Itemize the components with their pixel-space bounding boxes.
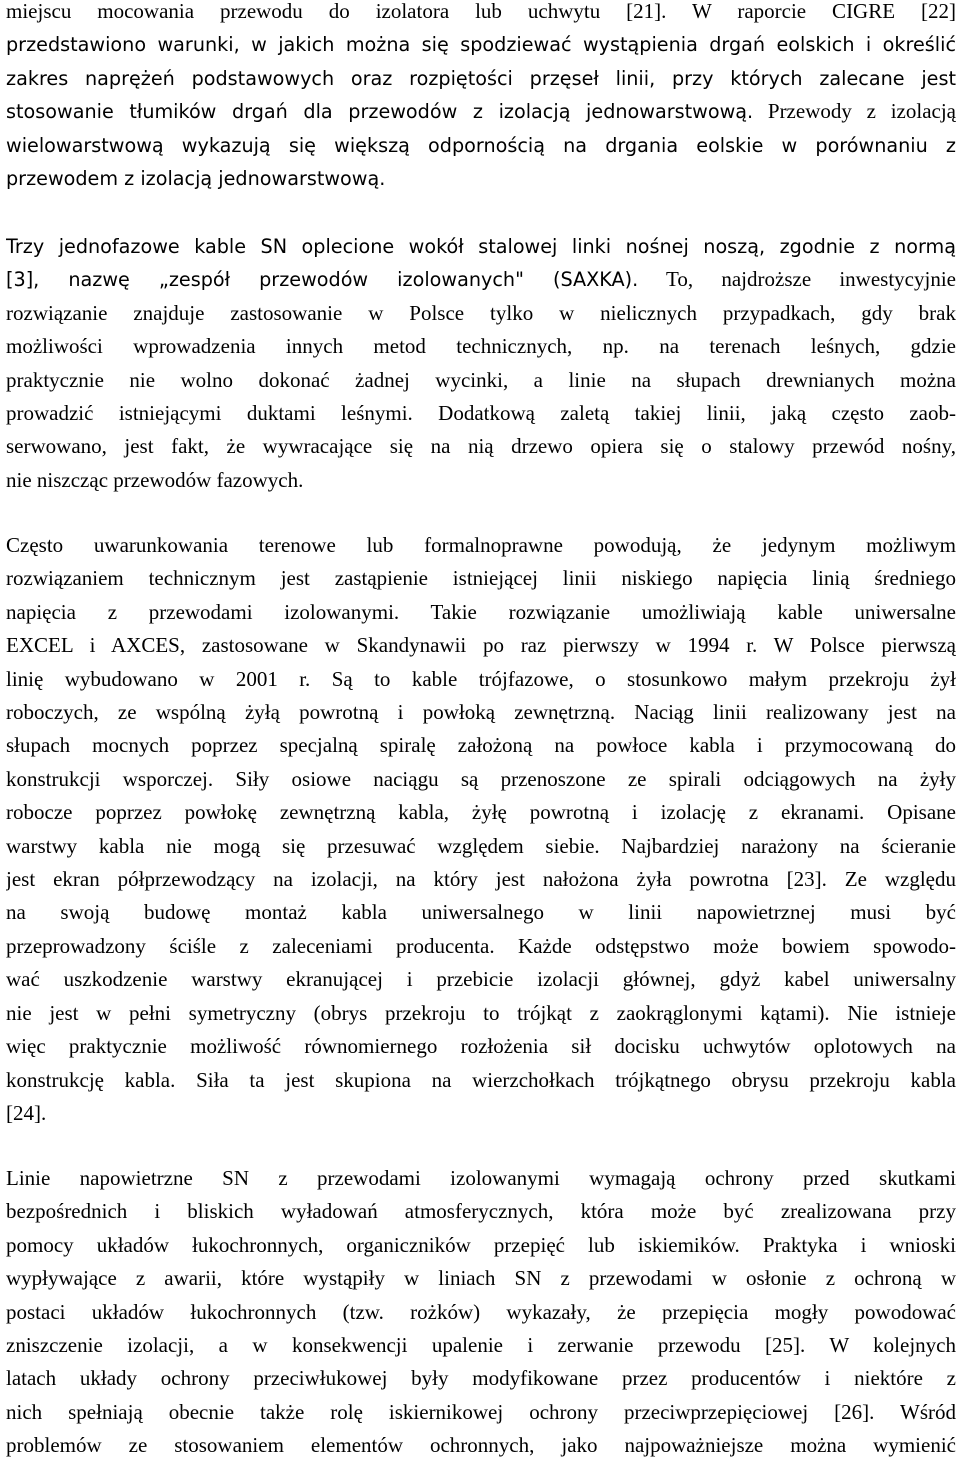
text-line: stosowanie tłumików drgań dla przewodów z izolacją jednowarstwową. Przewody z izolacją [6, 99, 956, 124]
text-line: prowadzić istniejącymi duktami leśnymi. Dodatkową zaletą takiej linii, jaką często zaob- [6, 401, 956, 426]
text-line: nich spełniają obecnie także rolę iskiernikowej ochrony przeciwprzepięciowej [26]. Wśród [6, 1399, 956, 1424]
text-line: Linie napowietrzne SN z przewodami izolowanymi wymagają ochrony przed skutkami [6, 1166, 956, 1190]
text-line: problemów ze stosowaniem elementów ochronnych, jako najpoważniejsze można wymienić [6, 1433, 956, 1458]
text-line: przedstawiono warunki, w jakich można się spodziewać wystąpienia drgań eolskich i określić [6, 33, 956, 57]
text-line: konstrukcję kabla. Siła ta jest skupiona na wierzchołkach trójkątnego obrysu przekroju kabla [6, 1067, 956, 1092]
text-line: latach układy ochrony przeciwłukowej były modyfikowane przez producentów i niektóre z [6, 1366, 956, 1391]
paragraph-2 [6, 230, 956, 497]
text-line: nie jest w pełni symetryczny (obrys przekroju to trójkąt z zaokrąglonymi kątami). Nie istnieje [6, 1000, 956, 1025]
text-line: przeprowadzony ściśle z zaleceniami producenta. Każde odstępstwo może bowiem spowodo- [6, 933, 956, 958]
text-line: wielowarstwową wykazują się większą odpornością na drgania eolskie w porównaniu z [6, 133, 956, 157]
text-line: miejscu mocowania przewodu do izolatora lub uchwytu [21]. W raporcie CIGRE [22] [6, 0, 956, 23]
text-line: roboczych, ze wspólną żyłą powrotną i powłoką zewnętrzną. Naciąg linii realizowany jest na [6, 700, 956, 725]
text-line: robocze poprzez powłokę zewnętrzną kabla, żyłę powrotną i izolację z ekranami. Opisane [6, 800, 956, 825]
text-line: napięcia z przewodami izolowanymi. Takie rozwiązanie umożliwiają kable uniwersalne [6, 599, 956, 624]
text-line: wypływające z awarii, które wystąpiły w liniach SN z przewodami w osłonie z ochroną w [6, 1266, 956, 1291]
text-line: serwowano, jest fakt, że wywracające się na nią drzewo opiera się o stalowy przewód nośny, [6, 434, 956, 459]
text-line: więc praktycznie możliwość równomiernego rozłożenia sił docisku uchwytów oplotowych na [6, 1034, 956, 1059]
text-line: zniszczenie izolacji, a w konsekwencji upalenie i zerwanie przewodu [25]. W kolejnych [6, 1333, 956, 1358]
text-line: rozwiązaniem technicznym jest zastąpienie istniejącej linii niskiego napięcia linią średniego [6, 566, 956, 591]
text-line: pomocy układów łukochronnych, organiczników przepięć lub iskiemików. Praktyka i wnioski [6, 1232, 956, 1257]
text-line: warstwy kabla nie mogą się przesuwać względem siebie. Najbardziej narażony na ścieranie [6, 833, 956, 858]
text-line: rozwiązanie znajduje zastosowanie w Polsce tylko w nielicznych przypadkach, gdy brak [6, 300, 956, 325]
text-line: bezpośrednich i bliskich wyładowań atmosferycznych, która może być zrealizowana przy [6, 1199, 956, 1224]
text-line: praktycznie nie wolno dokonać żadnej wycinki, a linie na słupach drewnianych można [6, 367, 956, 392]
text-line: na swoją budowę montaż kabla uniwersalnego w linii napowietrznej musi być [6, 900, 956, 925]
text-line: konstrukcji wsporczej. Siły osiowe naciągu są przenoszone ze spirali odciągowych na żyły [6, 766, 956, 791]
text-line: [24]. [6, 1100, 47, 1125]
text-line: Trzy jednofazowe kable SN oplecione wokół stalowej linki nośnej noszą, zgodnie z normą [6, 235, 956, 258]
paragraph-4 [6, 1162, 956, 1463]
paragraph-1 [6, 0, 956, 195]
text-line: EXCEL i AXCES, zastosowane w Skandynawii po raz pierwszy w 1994 r. W Polsce pierwszą [6, 633, 956, 658]
text-line: wać uszkodzenie warstwy ekranującej i przebicie izolacji głównej, gdyż kabel uniwersalny [6, 967, 956, 992]
text-line: Często uwarunkowania terenowe lub formalnoprawne powodują, że jedynym możliwym [6, 533, 956, 557]
text-line: postaci układów łukochronnych (tzw. rożków) wykazały, że przepięcia mogły powodować [6, 1299, 956, 1324]
text-line: [3], nazwę „zespół przewodów izolowanych" (SAXKA). To, najdroższe inwestycyjnie [6, 267, 956, 292]
text-line: słupach mocnych poprzez specjalną spiralę założoną na powłoce kabla i przymocowaną do [6, 733, 956, 758]
text-line: możliwości wprowadzenia innych metod technicznych, np. na terenach leśnych, gdzie [6, 334, 956, 359]
text-line: jest ekran półprzewodzący na izolacji, na który jest nałożona żyła powrotna [23]. Ze względu [6, 867, 956, 892]
text-line: zakres naprężeń podstawowych oraz rozpiętości przęseł linii, przy których zalecane jest [6, 66, 956, 90]
text-line: przewodem z izolacją jednowarstwową. [6, 167, 386, 191]
paragraph-3 [6, 529, 956, 1130]
text-line: nie niszcząc przewodów fazowych. [6, 467, 304, 492]
text-line: linię wybudowano w 2001 r. Są to kable trójfazowe, o stosunkowo małym przekroju żył [6, 666, 956, 691]
